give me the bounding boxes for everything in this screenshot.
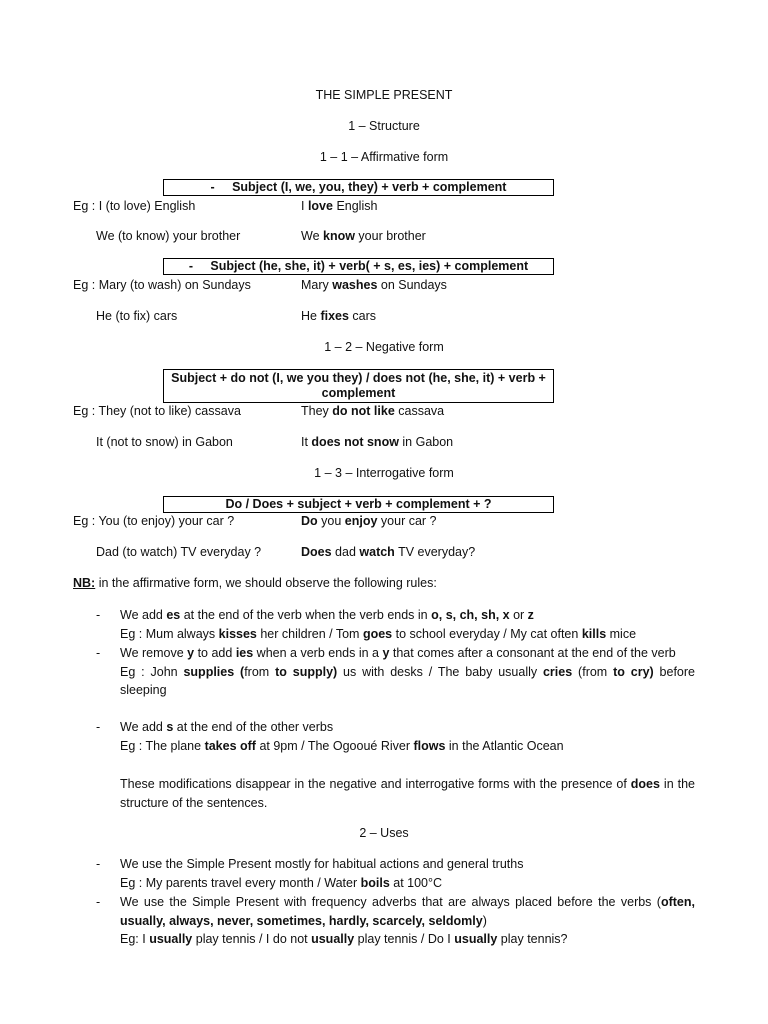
affirmative-rule-box-1	[163, 179, 554, 196]
nb-note: NB: in the affirmative form, we should observe the following rules:	[73, 576, 437, 590]
example-answer: Do you enjoy your car ?	[301, 514, 437, 528]
bullet-dash: -	[96, 720, 101, 734]
rule-text: - Subject (he, she, it) + verb( + s, es, ies) + complement	[188, 259, 529, 273]
rule-s: We add s at the end of the other verbs Eg : The plane takes off at 9pm / The Ogooué River flows in the Atlantic Ocean	[120, 720, 564, 753]
example-answer: Mary washes on Sundays	[301, 278, 447, 292]
use-habitual: We use the Simple Present mostly for habitual actions and general truths Eg : My parents travel every month / Water boils at 100°C	[120, 857, 524, 890]
negative-heading: 1 – 2 – Negative form	[324, 340, 444, 354]
example-question: Eg : I (to love) English	[73, 199, 196, 213]
bullet-dash: -	[96, 646, 101, 660]
affirmative-heading: 1 – 1 – Affirmative form	[319, 150, 449, 164]
example-question: Dad (to watch) TV everyday ?	[96, 545, 262, 559]
affirmative-rule-box-2	[163, 258, 554, 275]
rule-text-line-2: complement	[321, 386, 396, 400]
rule-text: - Subject (I, we, you, they) + verb + complement	[210, 180, 507, 194]
example-answer: They do not like cassava	[301, 404, 445, 418]
interrogative-heading: 1 – 3 – Interrogative form	[314, 466, 454, 480]
rule-text: Do / Does + subject + verb + complement + ?	[225, 497, 492, 511]
rule-text-line-1: Subject + do not (I, we you they) / does not (he, she, it) + verb +	[171, 371, 546, 385]
example-answer: I love English	[301, 199, 378, 213]
negative-rule-box	[163, 369, 554, 403]
interrogative-rule-box	[163, 496, 554, 513]
rule-ies: We remove y to add ies when a verb ends in a y that comes after a consonant at the end of the verb Eg : John supplies (from to supply) us with desks / The baby usually cries (from to cry) before sleeping	[120, 646, 695, 697]
bullet-dash: -	[96, 895, 101, 909]
example-question: He (to fix) cars	[96, 309, 178, 323]
rule-es: We add es at the end of the verb when the verb ends in o, s, ch, sh, x or z Eg : Mum always kisses her children / Tom goes to school everyday / My cat often kills mice	[120, 608, 637, 641]
bullet-dash: -	[96, 608, 101, 622]
example-question: Eg : Mary (to wash) on Sundays	[73, 278, 251, 292]
example-question: It (not to snow) in Gabon	[96, 435, 233, 449]
section-uses-heading: 2 – Uses	[359, 826, 409, 840]
bullet-dash: -	[96, 857, 101, 871]
use-frequency-adverbs: We use the Simple Present with frequency adverbs that are always placed before the verbs (often, usually, always, never, sometimes, hardly, scarcely, seldomly) Eg: I usually play tennis / I do not usually play tennis / Do I usually play tennis?	[120, 895, 695, 946]
example-answer: We know your brother	[301, 229, 426, 243]
example-answer: He fixes cars	[301, 309, 377, 323]
page-title: THE SIMPLE PRESENT	[315, 88, 453, 102]
example-question: Eg : You (to enjoy) your car ?	[73, 514, 235, 528]
modifications-note: These modifications disappear in the negative and interrogative forms with the presence of does in the structure of the sentences.	[120, 777, 695, 810]
example-answer: Does dad watch TV everyday?	[301, 545, 476, 559]
example-answer: It does not snow in Gabon	[301, 435, 454, 449]
example-question: We (to know) your brother	[96, 229, 241, 243]
example-question: Eg : They (not to like) cassava	[73, 404, 241, 418]
section-structure-heading: 1 – Structure	[348, 119, 420, 133]
